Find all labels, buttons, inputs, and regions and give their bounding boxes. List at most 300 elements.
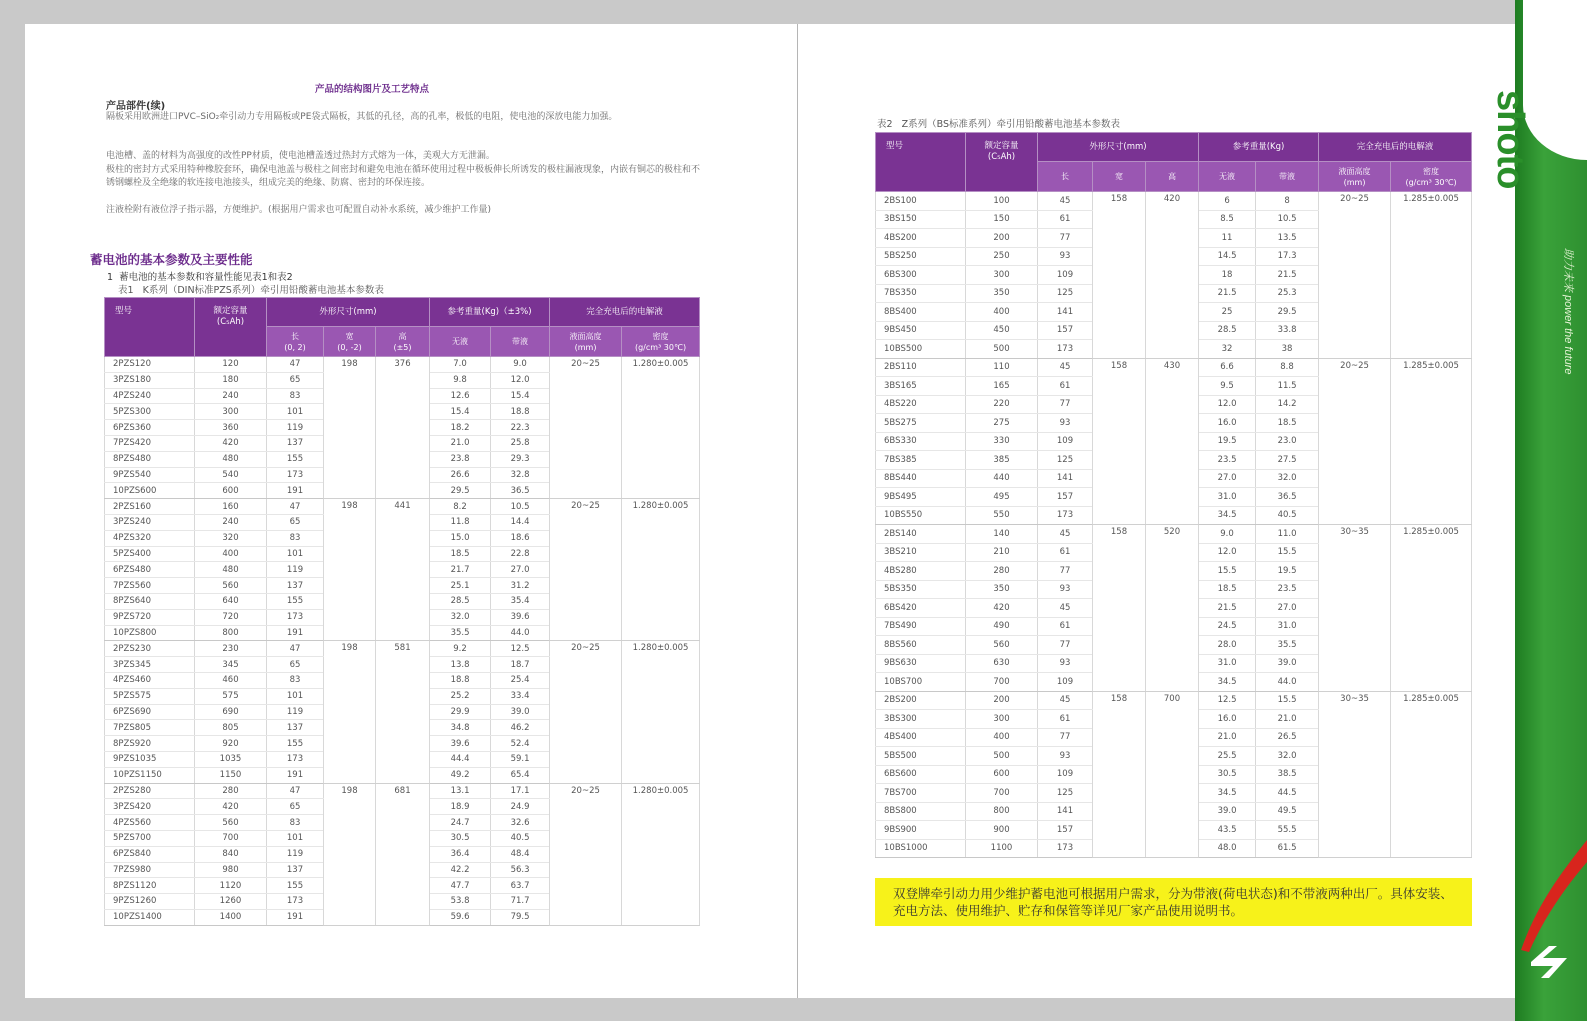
cell-level: 20~25 — [550, 357, 622, 499]
cell-dry-weight: 8.5 — [1199, 210, 1256, 229]
header-model: 型号 — [876, 133, 966, 192]
cell-wet-weight: 21.0 — [1256, 710, 1319, 729]
cell-capacity: 840 — [195, 846, 267, 862]
cell-length: 191 — [267, 625, 324, 641]
cell-wet-weight: 18.6 — [491, 530, 550, 546]
header-width: 宽 (0, -2) — [324, 327, 376, 357]
cell-wet-weight: 40.5 — [491, 830, 550, 846]
cell-wet-weight: 11.5 — [1256, 377, 1319, 396]
cell-model: 7PZS805 — [105, 720, 195, 736]
cell-wet-weight: 8.8 — [1256, 358, 1319, 377]
cell-capacity: 500 — [966, 340, 1038, 359]
cell-dry-weight: 11 — [1199, 229, 1256, 248]
cell-capacity: 420 — [966, 599, 1038, 618]
cell-wet-weight: 52.4 — [491, 736, 550, 752]
cell-dry-weight: 12.0 — [1199, 395, 1256, 414]
cell-wet-weight: 59.1 — [491, 751, 550, 767]
cell-capacity: 805 — [195, 720, 267, 736]
cell-model: 9BS495 — [876, 488, 966, 507]
cell-model: 4BS220 — [876, 395, 966, 414]
cell-height: 376 — [376, 357, 430, 499]
cell-dry-weight: 36.4 — [430, 846, 491, 862]
cell-length: 93 — [1038, 414, 1093, 433]
cell-length: 191 — [267, 767, 324, 783]
cell-dry-weight: 18.2 — [430, 420, 491, 436]
cell-wet-weight: 10.5 — [491, 499, 550, 515]
cell-dry-weight: 47.7 — [430, 878, 491, 894]
section-caption: 产品的结构图片及工艺特点 — [315, 84, 430, 95]
cell-length: 109 — [1038, 266, 1093, 285]
cell-dry-weight: 16.0 — [1199, 710, 1256, 729]
cell-capacity: 980 — [195, 862, 267, 878]
cell-dry-weight: 9.8 — [430, 372, 491, 388]
cell-model: 2PZS120 — [105, 357, 195, 373]
cell-wet-weight: 18.8 — [491, 404, 550, 420]
cell-dry-weight: 43.5 — [1199, 821, 1256, 840]
cell-capacity: 920 — [195, 736, 267, 752]
cell-dry-weight: 27.0 — [1199, 469, 1256, 488]
cell-capacity: 480 — [195, 562, 267, 578]
header-height: 高 (±5) — [376, 327, 430, 357]
cell-capacity: 550 — [966, 506, 1038, 525]
header-electrolyte: 完全充电后的电解液 — [1319, 133, 1472, 162]
cell-capacity: 1120 — [195, 878, 267, 894]
cell-capacity: 350 — [966, 580, 1038, 599]
sub-heading: 1 蓄电池的基本参数和容量性能见表1和表2 — [107, 272, 293, 283]
cell-wet-weight: 18.7 — [491, 657, 550, 673]
cell-length: 119 — [267, 420, 324, 436]
cell-length: 83 — [267, 530, 324, 546]
cell-capacity: 320 — [195, 530, 267, 546]
cell-wet-weight: 33.8 — [1256, 321, 1319, 340]
cell-wet-weight: 29.5 — [1256, 303, 1319, 322]
cell-model: 8PZS640 — [105, 593, 195, 609]
cell-length: 191 — [267, 483, 324, 499]
cell-dry-weight: 23.5 — [1199, 451, 1256, 470]
cell-capacity: 560 — [195, 815, 267, 831]
cell-dry-weight: 29.5 — [430, 483, 491, 499]
cell-length: 173 — [1038, 340, 1093, 359]
cell-capacity: 275 — [966, 414, 1038, 433]
cell-model: 2PZS230 — [105, 641, 195, 657]
basic-params-heading: 蓄电池的基本参数及主要性能 — [90, 252, 253, 267]
cell-capacity: 200 — [966, 229, 1038, 248]
cell-dry-weight: 11.8 — [430, 514, 491, 530]
cell-capacity: 450 — [966, 321, 1038, 340]
cell-model: 5BS500 — [876, 747, 966, 766]
cell-capacity: 1400 — [195, 909, 267, 925]
cell-capacity: 180 — [195, 372, 267, 388]
cell-length: 93 — [1038, 747, 1093, 766]
cell-wet-weight: 12.5 — [491, 641, 550, 657]
cell-wet-weight: 25.3 — [1256, 284, 1319, 303]
cell-length: 173 — [267, 751, 324, 767]
cell-model: 2BS140 — [876, 525, 966, 544]
cell-model: 9PZS1035 — [105, 751, 195, 767]
cell-model: 3PZS180 — [105, 372, 195, 388]
cell-dry-weight: 28.5 — [430, 593, 491, 609]
cell-length: 157 — [1038, 821, 1093, 840]
cell-capacity: 500 — [966, 747, 1038, 766]
header-level: 液面高度 (mm) — [1319, 162, 1391, 192]
cell-capacity: 440 — [966, 469, 1038, 488]
cell-wet-weight: 21.5 — [1256, 266, 1319, 285]
cell-dry-weight: 48.0 — [1199, 839, 1256, 858]
table1-body — [105, 357, 700, 926]
cell-model: 6BS300 — [876, 266, 966, 285]
cell-length: 83 — [267, 672, 324, 688]
cell-capacity: 1035 — [195, 751, 267, 767]
cell-height: 681 — [376, 783, 430, 925]
cell-density: 1.285±0.005 — [1391, 525, 1472, 692]
cell-wet-weight: 29.3 — [491, 451, 550, 467]
header-wet: 带液 — [491, 327, 550, 357]
cell-model: 3PZS240 — [105, 514, 195, 530]
cell-model: 8PZS480 — [105, 451, 195, 467]
header-capacity: 额定容量 (C₅Ah) — [966, 133, 1038, 192]
cell-wet-weight: 35.5 — [1256, 636, 1319, 655]
cell-dry-weight: 25 — [1199, 303, 1256, 322]
cell-capacity: 420 — [195, 799, 267, 815]
cell-capacity: 700 — [966, 784, 1038, 803]
cell-dry-weight: 18.8 — [430, 672, 491, 688]
cell-wet-weight: 27.0 — [1256, 599, 1319, 618]
cell-dry-weight: 34.5 — [1199, 506, 1256, 525]
cell-model: 10BS500 — [876, 340, 966, 359]
notice-banner: 双登牌牵引动力用少维护蓄电池可根据用户需求，分为带液(荷电状态)和不带液两种出厂。具体安装、充电方法、使用维护、贮存和保管等详见厂家产品使用说明书。 — [875, 878, 1472, 926]
cell-model: 4PZS560 — [105, 815, 195, 831]
cell-length: 77 — [1038, 636, 1093, 655]
cell-length: 45 — [1038, 358, 1093, 377]
cell-model: 10PZS800 — [105, 625, 195, 641]
cell-dry-weight: 18.5 — [1199, 580, 1256, 599]
cell-capacity: 240 — [195, 388, 267, 404]
cell-model: 4BS200 — [876, 229, 966, 248]
cell-wet-weight: 63.7 — [491, 878, 550, 894]
cell-width: 158 — [1093, 691, 1146, 858]
cell-length: 109 — [1038, 432, 1093, 451]
cell-dry-weight: 32 — [1199, 340, 1256, 359]
cell-model: 7PZS420 — [105, 435, 195, 451]
table-row — [876, 192, 1472, 211]
cell-dry-weight: 7.0 — [430, 357, 491, 373]
cell-model: 9BS900 — [876, 821, 966, 840]
cell-dry-weight: 9.5 — [1199, 377, 1256, 396]
cell-capacity: 220 — [966, 395, 1038, 414]
table-row — [876, 358, 1472, 377]
table-row — [105, 357, 700, 373]
cell-length: 45 — [1038, 192, 1093, 211]
cell-length: 65 — [267, 514, 324, 530]
cell-capacity: 1150 — [195, 767, 267, 783]
cell-wet-weight: 15.5 — [1256, 543, 1319, 562]
cell-capacity: 630 — [966, 654, 1038, 673]
cell-model: 8PZS1120 — [105, 878, 195, 894]
cell-model: 6BS600 — [876, 765, 966, 784]
table2 — [875, 132, 1472, 858]
cell-dry-weight: 13.1 — [430, 783, 491, 799]
cell-wet-weight: 32.6 — [491, 815, 550, 831]
table2-caption: 表2 Z系列（BS标准系列）牵引用铅酸蓄电池基本参数表 — [877, 119, 1120, 130]
cell-dry-weight: 21.0 — [430, 435, 491, 451]
cell-capacity: 385 — [966, 451, 1038, 470]
cell-wet-weight: 44.0 — [1256, 673, 1319, 692]
cell-length: 47 — [267, 641, 324, 657]
cell-length: 93 — [1038, 654, 1093, 673]
cell-wet-weight: 31.2 — [491, 578, 550, 594]
header-dry: 无液 — [1199, 162, 1256, 192]
cell-dry-weight: 31.0 — [1199, 488, 1256, 507]
table1-caption: 表1 K系列（DIN标准PZS系列）牵引用铅酸蓄电池基本参数表 — [118, 285, 384, 296]
cell-model: 6PZS690 — [105, 704, 195, 720]
header-electrolyte: 完全充电后的电解液 — [550, 298, 700, 327]
cell-capacity: 720 — [195, 609, 267, 625]
cell-length: 61 — [1038, 710, 1093, 729]
cell-dry-weight: 19.5 — [1199, 432, 1256, 451]
cell-level: 30~35 — [1319, 691, 1391, 858]
cell-wet-weight: 32.8 — [491, 467, 550, 483]
cell-length: 173 — [267, 609, 324, 625]
header-density: 密度 (g/cm³ 30℃) — [622, 327, 700, 357]
cell-model: 6BS330 — [876, 432, 966, 451]
header-level: 液面高度 (mm) — [550, 327, 622, 357]
cell-capacity: 280 — [966, 562, 1038, 581]
cell-dry-weight: 34.5 — [1199, 673, 1256, 692]
cell-length: 137 — [267, 435, 324, 451]
cell-length: 61 — [1038, 543, 1093, 562]
cell-model: 8BS560 — [876, 636, 966, 655]
cell-capacity: 1100 — [966, 839, 1038, 858]
header-dimensions: 外形尺寸(mm) — [1038, 133, 1199, 162]
cell-capacity: 700 — [195, 830, 267, 846]
cell-capacity: 210 — [966, 543, 1038, 562]
cell-model: 8BS400 — [876, 303, 966, 322]
paragraph-terminal: 极柱的密封方式采用特种橡胶套环，确保电池盖与极柱之间密封和避免电池在循环使用过程中极板伸长所诱发的极柱漏液现象，内嵌有铜芯的极柱和不锈钢螺栓及全绝缘的软连接电池接头，组成完美的绝缘、防腐、密封的环保连接。 — [106, 165, 701, 188]
header-model: 型号 — [105, 298, 195, 357]
cell-length: 47 — [267, 783, 324, 799]
cell-wet-weight: 61.5 — [1256, 839, 1319, 858]
cell-length: 125 — [1038, 451, 1093, 470]
cell-model: 5BS275 — [876, 414, 966, 433]
cell-dry-weight: 42.2 — [430, 862, 491, 878]
cell-dry-weight: 35.5 — [430, 625, 491, 641]
cell-length: 45 — [1038, 525, 1093, 544]
cell-wet-weight: 32.0 — [1256, 747, 1319, 766]
cell-capacity: 420 — [195, 435, 267, 451]
cell-wet-weight: 38 — [1256, 340, 1319, 359]
cell-model: 9BS450 — [876, 321, 966, 340]
cell-model: 6PZS360 — [105, 420, 195, 436]
cell-capacity: 690 — [195, 704, 267, 720]
cell-wet-weight: 31.0 — [1256, 617, 1319, 636]
cell-level: 20~25 — [1319, 192, 1391, 359]
cell-model: 5BS350 — [876, 580, 966, 599]
brand-cap — [1523, 0, 1587, 160]
cell-capacity: 640 — [195, 593, 267, 609]
cell-capacity: 400 — [195, 546, 267, 562]
cell-model: 2PZS160 — [105, 499, 195, 515]
cell-width: 198 — [324, 357, 376, 499]
header-capacity: 额定容量 (C₅Ah) — [195, 298, 267, 357]
cell-capacity: 600 — [195, 483, 267, 499]
cell-length: 125 — [1038, 784, 1093, 803]
cell-dry-weight: 9.0 — [1199, 525, 1256, 544]
cell-dry-weight: 25.5 — [1199, 747, 1256, 766]
cell-capacity: 250 — [966, 247, 1038, 266]
header-width: 宽 — [1093, 162, 1146, 192]
header-length: 长 (0, 2) — [267, 327, 324, 357]
cell-length: 93 — [1038, 247, 1093, 266]
cell-length: 141 — [1038, 802, 1093, 821]
cell-capacity: 100 — [966, 192, 1038, 211]
cell-height: 581 — [376, 641, 430, 783]
cell-length: 45 — [1038, 599, 1093, 618]
cell-wet-weight: 23.5 — [1256, 580, 1319, 599]
cell-capacity: 600 — [966, 765, 1038, 784]
cell-wet-weight: 56.3 — [491, 862, 550, 878]
header-weight: 参考重量(Kg)（±3%) — [430, 298, 550, 327]
paragraph-separator: 隔板采用欧洲进口PVC–SiO₂牵引动力专用隔板或PE袋式隔板，其低的孔径，高的孔率，极低的电阻，使电池的深放电能力加强。 — [106, 112, 618, 122]
cell-length: 77 — [1038, 728, 1093, 747]
cell-wet-weight: 9.0 — [491, 357, 550, 373]
cell-model: 7BS700 — [876, 784, 966, 803]
cell-dry-weight: 32.0 — [430, 609, 491, 625]
cell-model: 7PZS980 — [105, 862, 195, 878]
cell-capacity: 345 — [195, 657, 267, 673]
cell-wet-weight: 25.8 — [491, 435, 550, 451]
table-row — [105, 783, 700, 799]
cell-wet-weight: 11.0 — [1256, 525, 1319, 544]
cell-wet-weight: 14.2 — [1256, 395, 1319, 414]
cell-dry-weight: 39.0 — [1199, 802, 1256, 821]
cell-width: 198 — [324, 783, 376, 925]
cell-capacity: 700 — [966, 673, 1038, 692]
cell-capacity: 900 — [966, 821, 1038, 840]
cell-model: 10BS550 — [876, 506, 966, 525]
cell-capacity: 230 — [195, 641, 267, 657]
cell-length: 119 — [267, 704, 324, 720]
cell-wet-weight: 22.3 — [491, 420, 550, 436]
table-row — [876, 525, 1472, 544]
header-length: 长 — [1038, 162, 1093, 192]
cell-capacity: 300 — [966, 710, 1038, 729]
cell-wet-weight: 18.5 — [1256, 414, 1319, 433]
right-page — [798, 24, 1535, 998]
header-height: 高 — [1146, 162, 1199, 192]
cell-wet-weight: 27.0 — [491, 562, 550, 578]
paragraph-container: 电池槽、盖的材料为高强度的改性PP材质，使电池槽盖透过热封方式熔为一体，美观大方无泄漏。 — [106, 151, 495, 161]
cell-model: 9PZS540 — [105, 467, 195, 483]
cell-wet-weight: 25.4 — [491, 672, 550, 688]
brand-slogan: 助力未来 power the future — [1562, 248, 1574, 375]
cell-length: 101 — [267, 546, 324, 562]
cell-wet-weight: 15.4 — [491, 388, 550, 404]
cell-model: 2BS110 — [876, 358, 966, 377]
parts-heading: 产品部件(续) — [106, 101, 166, 112]
header-wet: 带液 — [1256, 162, 1319, 192]
cell-level: 20~25 — [550, 641, 622, 783]
cell-model: 6PZS480 — [105, 562, 195, 578]
cell-model: 5PZS575 — [105, 688, 195, 704]
cell-length: 45 — [1038, 691, 1093, 710]
cell-length: 77 — [1038, 395, 1093, 414]
cell-model: 3PZS420 — [105, 799, 195, 815]
cell-dry-weight: 24.5 — [1199, 617, 1256, 636]
cell-capacity: 240 — [195, 514, 267, 530]
cell-capacity: 460 — [195, 672, 267, 688]
cell-capacity: 165 — [966, 377, 1038, 396]
cell-density: 1.280±0.005 — [622, 499, 700, 641]
cell-model: 8PZS920 — [105, 736, 195, 752]
cell-model: 3BS210 — [876, 543, 966, 562]
cell-wet-weight: 32.0 — [1256, 469, 1319, 488]
cell-dry-weight: 21.5 — [1199, 599, 1256, 618]
cell-wet-weight: 24.9 — [491, 799, 550, 815]
cell-dry-weight: 34.5 — [1199, 784, 1256, 803]
cell-length: 173 — [1038, 839, 1093, 858]
cell-length: 109 — [1038, 673, 1093, 692]
cell-length: 47 — [267, 499, 324, 515]
cell-width: 158 — [1093, 525, 1146, 692]
cell-height: 700 — [1146, 691, 1199, 858]
cell-dry-weight: 30.5 — [430, 830, 491, 846]
cell-length: 93 — [1038, 580, 1093, 599]
cell-model: 8BS440 — [876, 469, 966, 488]
cell-model: 2BS200 — [876, 691, 966, 710]
cell-density: 1.280±0.005 — [622, 641, 700, 783]
cell-model: 10PZS600 — [105, 483, 195, 499]
cell-model: 7PZS560 — [105, 578, 195, 594]
cell-wet-weight: 22.8 — [491, 546, 550, 562]
cell-wet-weight: 55.5 — [1256, 821, 1319, 840]
cell-capacity: 160 — [195, 499, 267, 515]
header-weight: 参考重量(Kg) — [1199, 133, 1319, 162]
cell-length: 65 — [267, 799, 324, 815]
table-row — [876, 691, 1472, 710]
cell-wet-weight: 38.5 — [1256, 765, 1319, 784]
cell-dry-weight: 31.0 — [1199, 654, 1256, 673]
cell-dry-weight: 12.5 — [1199, 691, 1256, 710]
cell-dry-weight: 21.0 — [1199, 728, 1256, 747]
cell-dry-weight: 44.4 — [430, 751, 491, 767]
cell-model: 7BS350 — [876, 284, 966, 303]
cell-wet-weight: 49.5 — [1256, 802, 1319, 821]
cell-height: 441 — [376, 499, 430, 641]
cell-length: 191 — [267, 909, 324, 925]
cell-width: 158 — [1093, 192, 1146, 359]
cell-dry-weight: 24.7 — [430, 815, 491, 831]
cell-length: 61 — [1038, 210, 1093, 229]
cell-model: 3BS150 — [876, 210, 966, 229]
cell-capacity: 280 — [195, 783, 267, 799]
cell-length: 137 — [267, 862, 324, 878]
cell-wet-weight: 65.4 — [491, 767, 550, 783]
cell-length: 47 — [267, 357, 324, 373]
cell-wet-weight: 27.5 — [1256, 451, 1319, 470]
cell-wet-weight: 14.4 — [491, 514, 550, 530]
cell-capacity: 140 — [966, 525, 1038, 544]
cell-length: 137 — [267, 720, 324, 736]
cell-dry-weight: 15.4 — [430, 404, 491, 420]
cell-dry-weight: 21.7 — [430, 562, 491, 578]
cell-width: 158 — [1093, 358, 1146, 525]
cell-model: 5PZS300 — [105, 404, 195, 420]
cell-model: 6BS420 — [876, 599, 966, 618]
cell-model: 10BS1000 — [876, 839, 966, 858]
cell-dry-weight: 18.5 — [430, 546, 491, 562]
cell-model: 3BS300 — [876, 710, 966, 729]
cell-density: 1.285±0.005 — [1391, 358, 1472, 525]
